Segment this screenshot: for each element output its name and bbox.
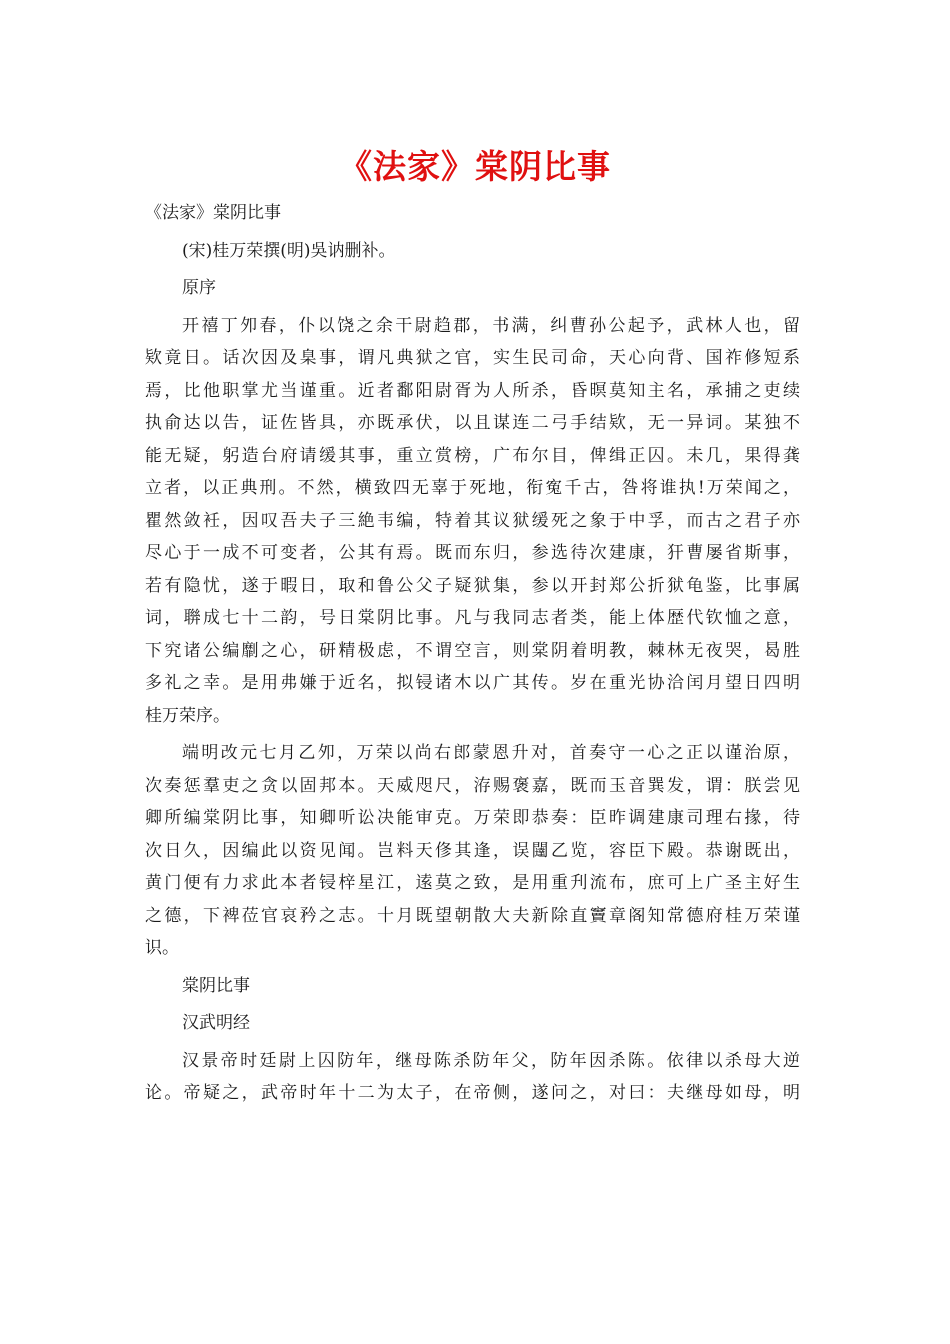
text-line: 若有隐忧，遂于暇日，取和鲁公父子疑狱集，参以开封郑公折狱龟鉴，比事属 bbox=[145, 575, 800, 596]
text-line: 能无疑，躬造台府请缓其事，重立赏榜，广布尔目，俾缉正囚。未几，果得龚 bbox=[145, 445, 800, 466]
text-line: 《法家》棠阴比事 bbox=[145, 203, 281, 223]
document-body bbox=[145, 197, 800, 1110]
text-line: 词，聨成七十二韵，号日棠阴比事。凡与我同志者类，能上体歴代钦恤之意， bbox=[145, 608, 800, 628]
text-line: 下究诸公编劘之心，研精极虑，不谓空言，则棠阴着明教，棘林无夜哭，曷胜 bbox=[145, 640, 800, 661]
text-line: 多礼之幸。是用弗嫌于近名，拟锓诸木以广其传。岁在重光协洽闰月望日四明 bbox=[145, 673, 800, 693]
text-line: 尽心于一成不可变者，公其有焉。既而东归，参选待次建康，犴曹屡省斯事， bbox=[145, 543, 800, 563]
text-line: 焉，比他职掌尤当谨重。近者鄱阳尉胥为人所杀，昏暝莫知主名，承捕之吏续 bbox=[145, 380, 800, 401]
text-line: 瞿然敛衽，因叹吾夫子三絶韦编，特着其议狱缓死之象于中孚，而古之君子亦 bbox=[145, 510, 800, 531]
text-line: 立者，以正典刑。不然，横致四无辜于死地，衔寃千古，咎将谁执!万荣闻之， bbox=[145, 478, 800, 498]
document-title: 《法家》棠阴比事 bbox=[339, 147, 611, 186]
text-line: 卿所编棠阴比事，知卿听讼决能审克。万荣即恭奏：臣昨调建康司理右掾，待 bbox=[145, 808, 800, 828]
text-line: 汉景帝时廷尉上囚防年，继母陈杀防年父，防年因杀陈。依律以杀母大逆 bbox=[182, 1050, 800, 1071]
text-line: 次日久，因编此以资见闻。岂料天俢其逢，误闥乙览，容臣下殿。恭谢既出， bbox=[145, 840, 800, 861]
text-line: 执俞达以告，证佐皆具，亦既承伏，以且谋连二弓手结欵，无一异词。某独不 bbox=[145, 413, 800, 433]
text-line: 棠阴比事 bbox=[182, 975, 250, 996]
text-line: 端明改元七月乙夘，万荣以尚右郎蒙恩升对，首奏守一心之正以谨治原， bbox=[182, 743, 800, 763]
text-line: (宋)桂万荣撰(明)吳讷删补。 bbox=[182, 240, 396, 261]
text-line: 桂万荣序。 bbox=[145, 705, 230, 726]
text-line: 原序 bbox=[182, 278, 216, 298]
text-line: 论。帝疑之，武帝时年十二为太子，在帝侧，遂问之，对曰：夫继母如母，明 bbox=[145, 1083, 800, 1103]
text-line: 开禧丁夘春，仆以饶之余干尉趋郡，书满，纠曹孙公起予，武林人也，留 bbox=[182, 315, 800, 336]
text-line: 次奏惩羣吏之贪以固邦本。天威咫尺，洊赐褒嘉，既而玉音巽发，谓：朕尝见 bbox=[145, 775, 800, 796]
text-line: 欵竟日。话次因及臬事，谓凡典狱之官，实生民司命，天心向背、国祚修短系 bbox=[145, 348, 800, 368]
text-line: 之德，下裨莅官哀矜之志。十月既望朝散大夫新除直竇章阁知常德府桂万荣谨 bbox=[145, 905, 800, 926]
text-line: 黄门便有力求此本者锓梓星江，逺莫之致，是用重刋流布，庶可上广圣主好生 bbox=[145, 873, 800, 893]
text-line: 汉武明经 bbox=[182, 1013, 250, 1033]
text-line: 识。 bbox=[145, 938, 179, 958]
